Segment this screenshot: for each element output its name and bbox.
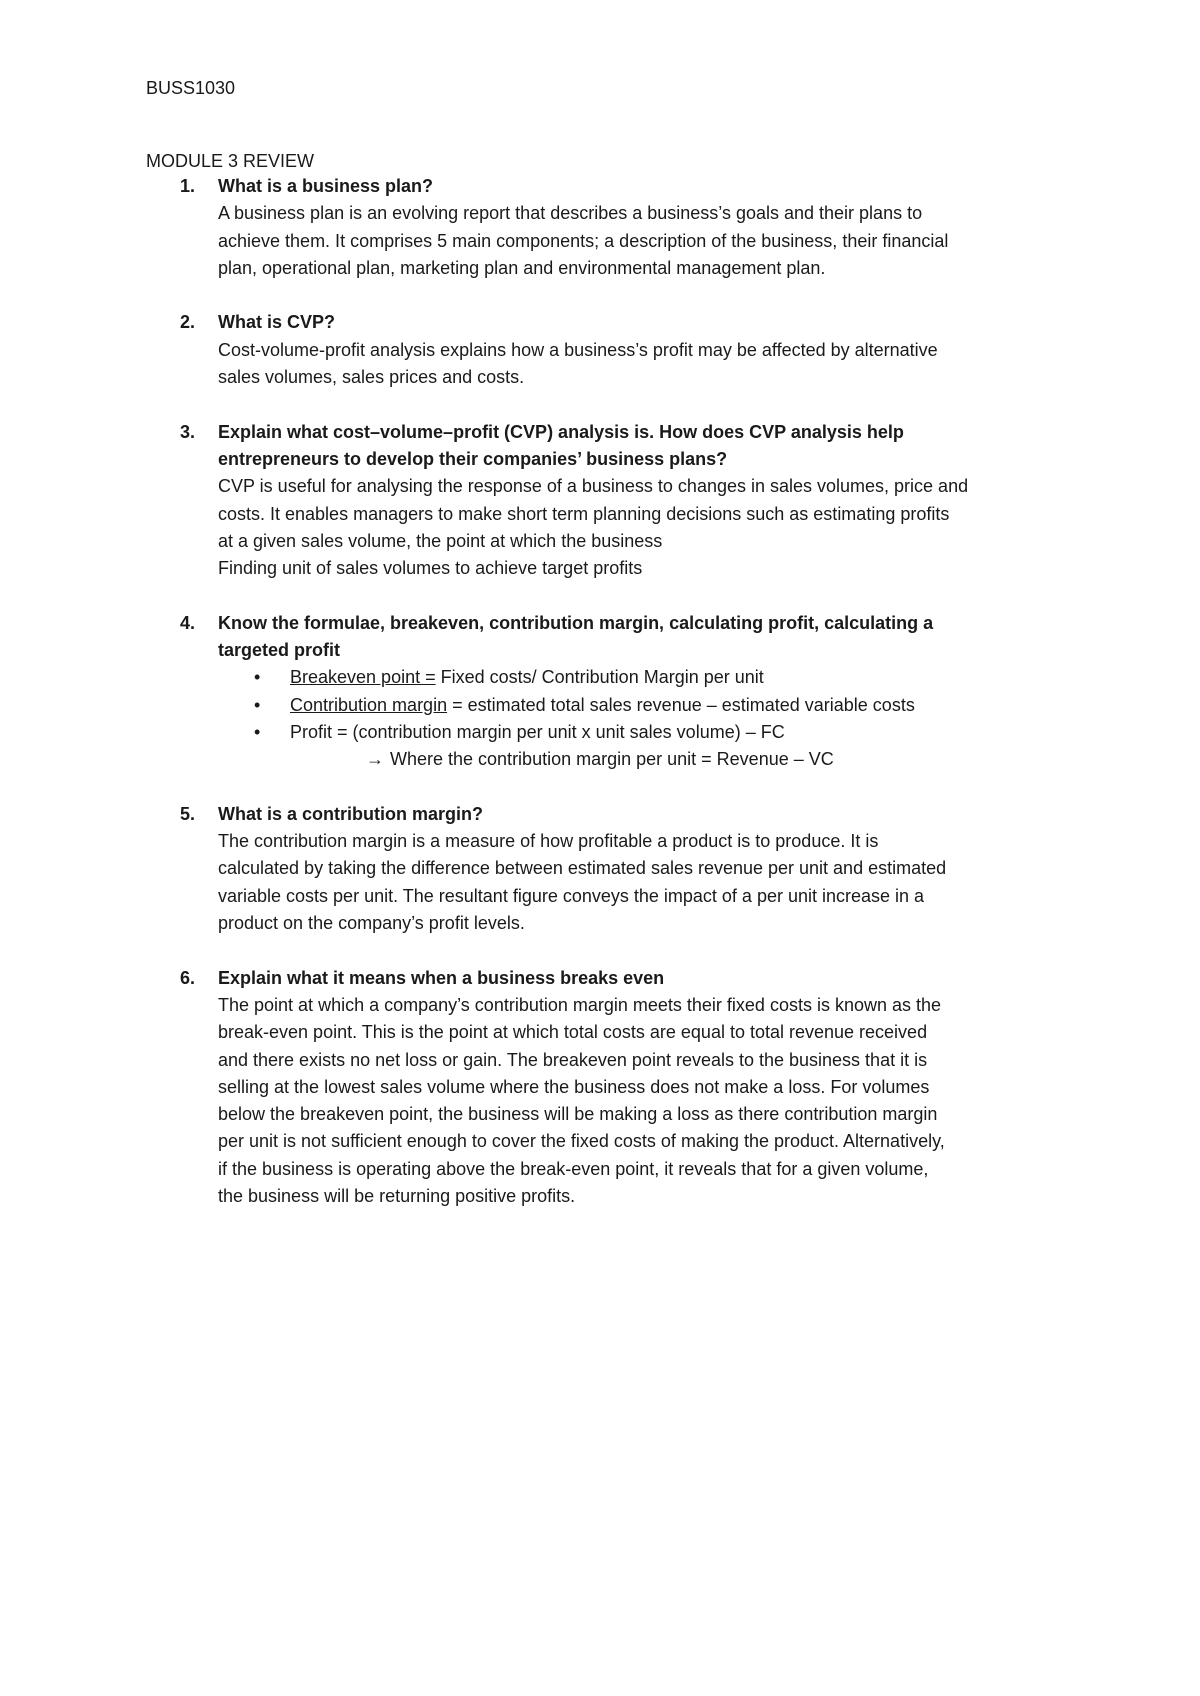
answer-line: calculated by taking the difference between estimated sales revenue per unit and estimated: [218, 858, 947, 879]
question-number: 3.: [180, 421, 196, 442]
formula-list: [218, 664, 1066, 746]
arrow-right-icon: →: [366, 749, 384, 770]
question-title: What is CVP?: [218, 312, 336, 333]
formula-note: [218, 746, 1066, 773]
answer-line: at a given sales volume, the point at which the business: [218, 530, 663, 551]
answer-line: product on the company’s profit levels.: [218, 913, 525, 934]
answer-line: CVP is useful for analysing the response of a business to changes in sales volumes, price and: [218, 476, 969, 497]
question-6: [146, 965, 1066, 1211]
formula-item-contribution-margin: [254, 692, 1066, 719]
answer-text: [218, 992, 1066, 1210]
answer-text: [218, 828, 1066, 937]
question-list: [146, 173, 1066, 1238]
question-title: Explain what it means when a business breaks even: [218, 967, 665, 988]
question-3: [146, 419, 1066, 583]
answer-line: The point at which a company’s contribution margin meets their fixed costs is known as the: [218, 994, 942, 1015]
answer-text: [218, 337, 1066, 392]
formula-term: Contribution margin: [290, 694, 448, 715]
answer-line: if the business is operating above the break-even point, it reveals that for a given volume,: [218, 1158, 929, 1179]
question-2: [146, 309, 1066, 391]
question-4: [146, 610, 1066, 774]
question-title: [218, 610, 1066, 665]
answer-line: selling at the lowest sales volume where the business does not make a loss. For volumes: [218, 1076, 930, 1097]
question-title-line: entrepreneurs to develop their companies’ business plans?: [218, 448, 728, 469]
answer-line: Finding unit of sales volumes to achieve target profits: [218, 558, 643, 579]
answer-line: variable costs per unit. The resultant figure conveys the impact of a per unit increase in a: [218, 885, 925, 906]
question-title-line: Explain what cost–volume–profit (CVP) analysis is. How does CVP analysis help: [218, 421, 904, 442]
answer-line: break-even point. This is the point at which total costs are equal to total revenue received: [218, 1022, 928, 1043]
answer-line: below the breakeven point, the business will be making a loss as there contribution margin: [218, 1104, 938, 1125]
question-number: 4.: [180, 612, 196, 633]
formula-item-breakeven: [254, 664, 1066, 691]
answer-line: the business will be returning positive profits.: [218, 1185, 576, 1206]
question-number: 2.: [180, 312, 196, 333]
answer-line: costs. It enables managers to make short term planning decisions such as estimating profits: [218, 503, 950, 524]
answer-line: The contribution margin is a measure of how profitable a product is to produce. It is: [218, 831, 879, 852]
answer-line: sales volumes, sales prices and costs.: [218, 367, 525, 388]
answer-line: achieve them. It comprises 5 main components; a description of the business, their financial: [218, 230, 949, 251]
course-code: BUSS1030: [146, 78, 236, 98]
answer-line: and there exists no net loss or gain. The breakeven point reveals to the business that it is: [218, 1049, 928, 1070]
formula-term: Breakeven point =: [290, 667, 436, 688]
question-number: 6.: [180, 967, 196, 988]
answer-line: plan, operational plan, marketing plan and environmental management plan.: [218, 257, 826, 278]
answer-text: [218, 473, 1066, 582]
formula-item-profit: [254, 719, 1066, 746]
question-title-line: Know the formulae, breakeven, contribution margin, calculating profit, calculating a: [218, 612, 934, 633]
module-title: MODULE 3 REVIEW: [146, 151, 315, 171]
question-5: [146, 801, 1066, 937]
bullet-icon: •: [254, 667, 261, 688]
answer-text: [218, 200, 1066, 282]
formula-note-text: Where the contribution margin per unit = Revenue – VC: [390, 749, 834, 770]
question-1: [146, 173, 1066, 282]
formula-text: = estimated total sales revenue – estimated variable costs: [447, 694, 915, 715]
formula-text: Fixed costs/ Contribution Margin per unit: [435, 667, 764, 688]
question-title: What is a contribution margin?: [218, 803, 483, 824]
question-number: 1.: [180, 176, 196, 196]
formula-text: Profit = (contribution margin per unit x unit sales volume) – FC: [290, 721, 785, 742]
bullet-icon: •: [254, 694, 261, 715]
answer-line: Cost-volume-profit analysis explains how a business’s profit may be affected by alternative: [218, 339, 938, 360]
bullet-icon: •: [254, 721, 261, 742]
question-title: What is a business plan?: [218, 176, 434, 196]
question-title: [218, 419, 1066, 474]
answer-line: per unit is not sufficient enough to cover the fixed costs of making the product. Alternatively,: [218, 1131, 945, 1152]
answer-line: A business plan is an evolving report that describes a business’s goals and their plans to: [218, 203, 923, 224]
question-title-line: targeted profit: [218, 640, 341, 661]
question-number: 5.: [180, 803, 196, 824]
